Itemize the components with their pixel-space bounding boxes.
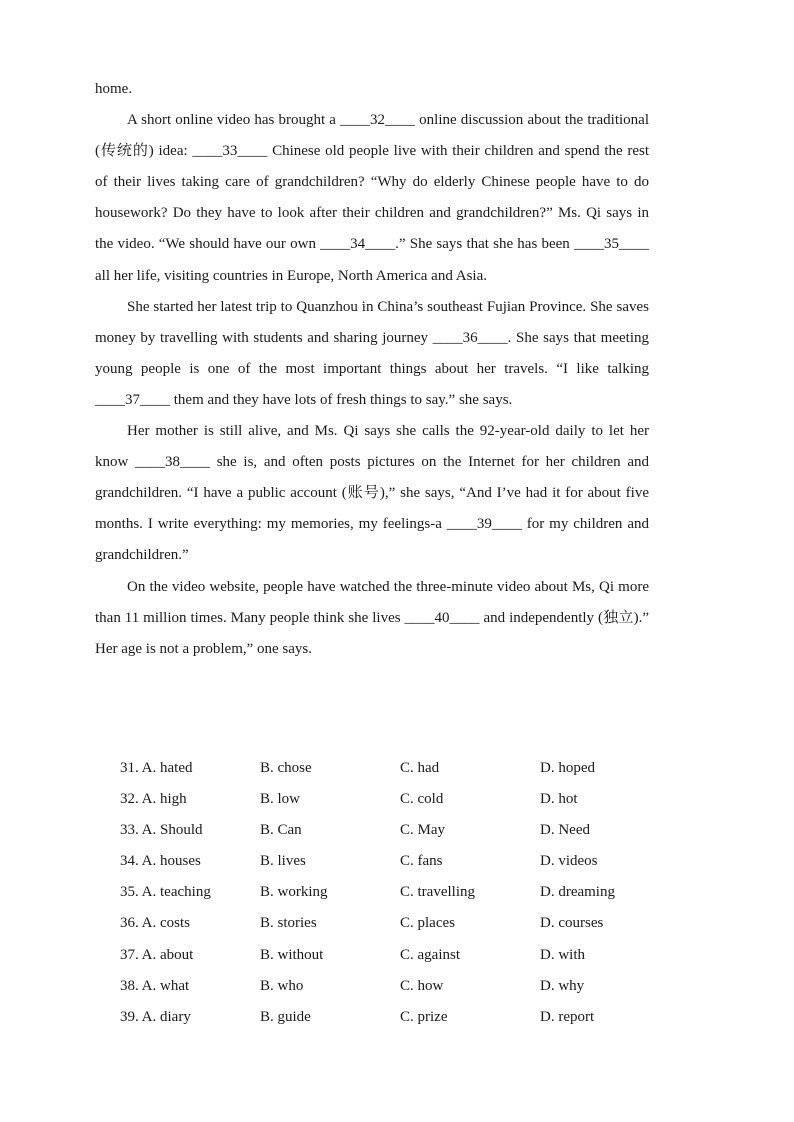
question-35-options: [120, 877, 680, 908]
option-37-a: 37. A. about: [120, 946, 194, 963]
option-31-d: D. hoped: [540, 760, 595, 776]
option-34-a: 34. A. houses: [120, 853, 201, 870]
option-35-a: 35. A. teaching: [120, 884, 211, 901]
paragraph-3: Her mother is still alive, and Ms. Qi says she calls the 92-year-old daily to let her know ____38____ she is, and often posts pictures on the Internet for her children and grandchildren. “I have a public account (账号),” she says, “And I’ve had it for about five months. I write everything: my memories, my feelings-a ____39____ for my children and grandchildren.”: [95, 423, 649, 564]
option-31-c: C. had: [400, 760, 440, 776]
question-34-options: [120, 846, 680, 877]
option-39-a: 39. A. diary: [120, 1008, 191, 1025]
option-38-b: B. who: [260, 977, 304, 994]
option-32-c: C. cold: [400, 791, 444, 808]
option-34-b: B. lives: [260, 853, 306, 870]
question-36-options: [120, 908, 680, 939]
option-32-a: 32. A. high: [120, 791, 187, 808]
paragraph-0: home.: [95, 81, 133, 97]
option-36-d: D. courses: [540, 915, 604, 932]
question-38-options: [120, 971, 680, 1002]
option-34-d: D. videos: [540, 853, 598, 870]
option-39-b: B. guide: [260, 1008, 311, 1025]
paragraph-1: A short online video has brought a ____32____ online discussion about the traditional (传统的) idea: ____33____ Chinese old people live with their children and spend the rest of their lives taking care of grandchildren? “Why do elderly Chinese people have to do housework? Do they have to look after their children and grandchildren?” Ms. Qi says in the video. “We should have our own ____34____.” She says that she has been ____35____ all her life, visiting countries in Europe, North America and Asia.: [95, 112, 649, 284]
option-38-d: D. why: [540, 977, 585, 994]
option-35-c: C. travelling: [400, 884, 475, 901]
option-36-c: C. places: [400, 915, 455, 932]
question-37-options: [120, 940, 680, 971]
option-36-b: B. stories: [260, 915, 317, 932]
option-35-d: D. dreaming: [540, 884, 615, 901]
option-32-d: D. hot: [540, 791, 578, 808]
option-33-b: B. Can: [260, 822, 302, 839]
option-31-a: 31. A. hated: [120, 760, 193, 776]
option-33-d: D. Need: [540, 822, 590, 839]
answer-options: [120, 753, 680, 1033]
option-35-b: B. working: [260, 884, 328, 901]
option-32-b: B. low: [260, 791, 301, 808]
option-37-c: C. against: [400, 946, 460, 963]
paragraph-4: On the video website, people have watched the three-minute video about Ms, Qi more than 11 million times. Many people think she lives ____40____ and independently (独立).” Her age is not a problem,” one says.: [95, 578, 649, 657]
paragraph-2: She started her latest trip to Quanzhou in China’s southeast Fujian Province. She saves money by travelling with students and sharing journey ____36____. She says that meeting young people is one of the most important things about her travels. “I like talking ____37____ them and they have lots of fresh things to say.” she says.: [95, 298, 649, 408]
option-36-a: 36. A. costs: [120, 915, 191, 932]
option-31-b: B. chose: [260, 760, 312, 776]
option-38-c: C. how: [400, 977, 444, 994]
option-33-c: C. May: [400, 822, 445, 839]
question-31-options: [120, 753, 680, 784]
question-39-options: [120, 1002, 680, 1033]
option-39-c: C. prize: [400, 1008, 448, 1025]
question-32-options: [120, 784, 680, 815]
question-33-options: [120, 815, 680, 846]
reading-passage: [95, 74, 649, 665]
option-33-a: 33. A. Should: [120, 822, 203, 839]
option-37-b: B. without: [260, 946, 324, 963]
option-34-c: C. fans: [400, 853, 443, 870]
option-37-d: D. with: [540, 946, 585, 963]
option-38-a: 38. A. what: [120, 977, 190, 994]
option-39-d: D. report: [540, 1008, 595, 1025]
